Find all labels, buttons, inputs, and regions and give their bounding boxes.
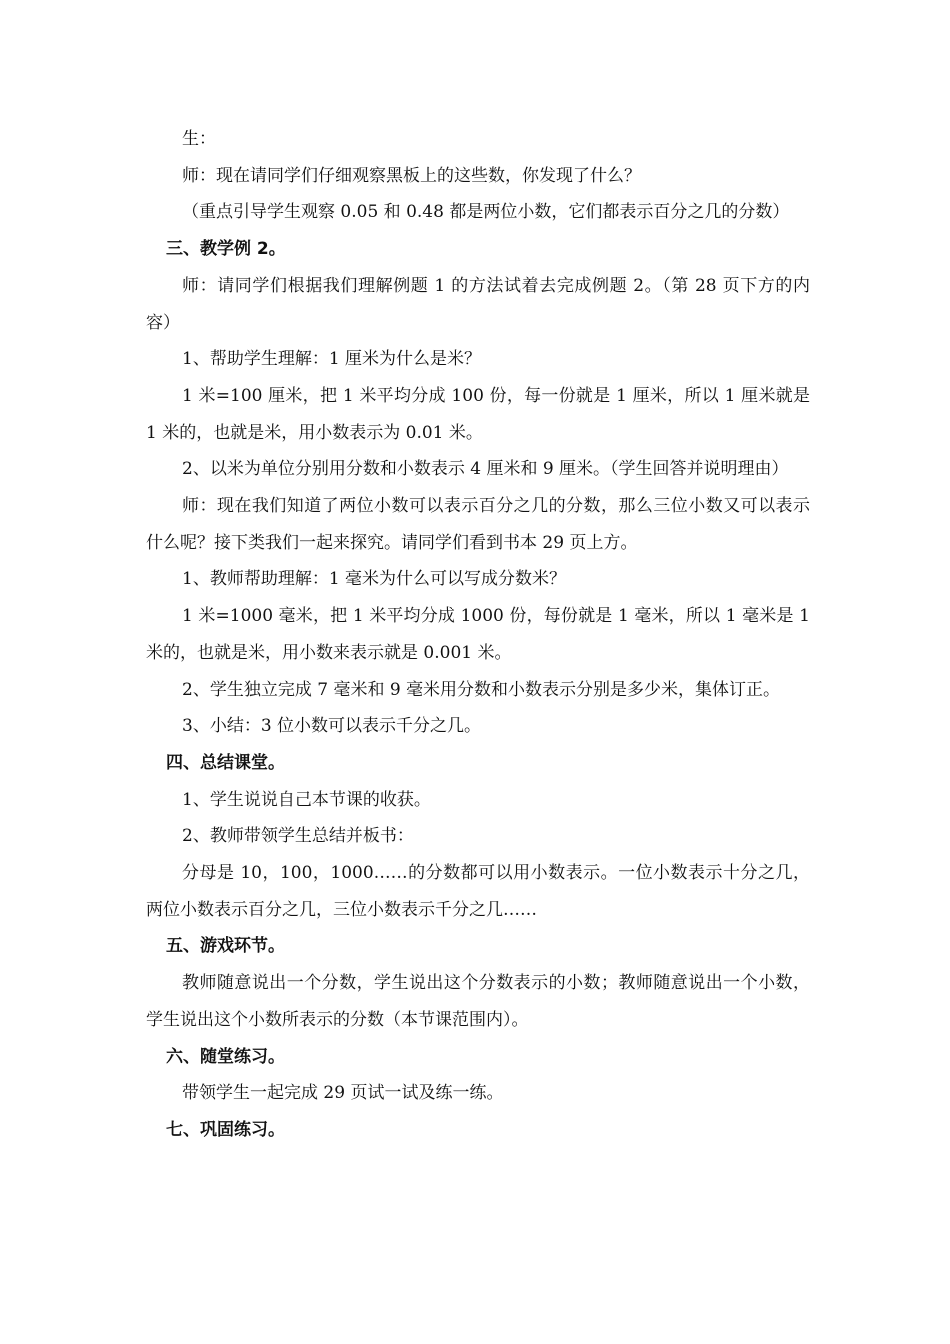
paragraph: 师：请同学们根据我们理解例题 1 的方法试着去完成例题 2。（第 28 页下方的内容）: [146, 275, 810, 333]
paragraph: 1 米=100 厘米，把 1 米平均分成 100 份，每一份就是 1 厘米，所以 1 厘米就是 1 米的，也就是米，用小数表示为 0.01 米。: [146, 385, 810, 443]
paragraph: （重点引导学生观察 0.05 和 0.48 都是两位小数，它们都表示百分之几的分数）: [182, 202, 790, 223]
paragraph: 带领学生一起完成 29 页试一试及练一练。: [182, 1083, 504, 1104]
paragraph: 2、学生独立完成 7 毫米和 9 毫米用分数和小数表示分别是多少米，集体订正。: [182, 679, 781, 700]
paragraph: 生：: [182, 129, 216, 149]
section-heading: 四、总结课堂。: [166, 752, 285, 773]
paragraph: 教师随意说出一个分数，学生说出这个分数表示的小数；教师随意说出一个小数，学生说出这个小数所表示的分数（本节课范围内）。: [146, 973, 810, 1030]
document-body: [146, 121, 810, 1149]
paragraph: 1、帮助学生理解：1 厘米为什么是米？: [182, 349, 482, 370]
paragraph: 2、以米为单位分别用分数和小数表示 4 厘米和 9 厘米。（学生回答并说明理由）: [182, 459, 789, 480]
paragraph: 1 米=1000 毫米，把 1 米平均分成 1000 份，每份就是 1 毫米，所以 1 毫米是 1 米的，也就是米，用小数来表示就是 0.001 米。: [146, 606, 810, 663]
paragraph: 师：现在请同学们仔细观察黑板上的这些数，你发现了什么？: [182, 165, 641, 186]
section-heading: 三、教学例 2。: [166, 239, 286, 260]
paragraph: 1、学生说说自己本节课的收获。: [182, 789, 431, 810]
paragraph: 分母是 10，100，1000……的分数都可以用小数表示。一位小数表示十分之几，两位小数表示百分之几，三位小数表示千分之几……: [146, 863, 810, 920]
section-heading: 六、随堂练习。: [166, 1046, 285, 1067]
paragraph: 3、小结：3 位小数可以表示千分之几。: [182, 716, 482, 737]
section-heading: 五、游戏环节。: [166, 936, 285, 957]
paragraph: 师：现在我们知道了两位小数可以表示百分之几的分数，那么三位小数又可以表示什么呢？接下类我们一起来探究。请同学们看到书本 29 页上方。: [146, 496, 810, 553]
paragraph: 1、教师帮助理解：1 毫米为什么可以写成分数米？: [182, 569, 567, 590]
section-heading: 七、巩固练习。: [166, 1119, 285, 1140]
paragraph: 2、教师带领学生总结并板书：: [182, 826, 414, 847]
